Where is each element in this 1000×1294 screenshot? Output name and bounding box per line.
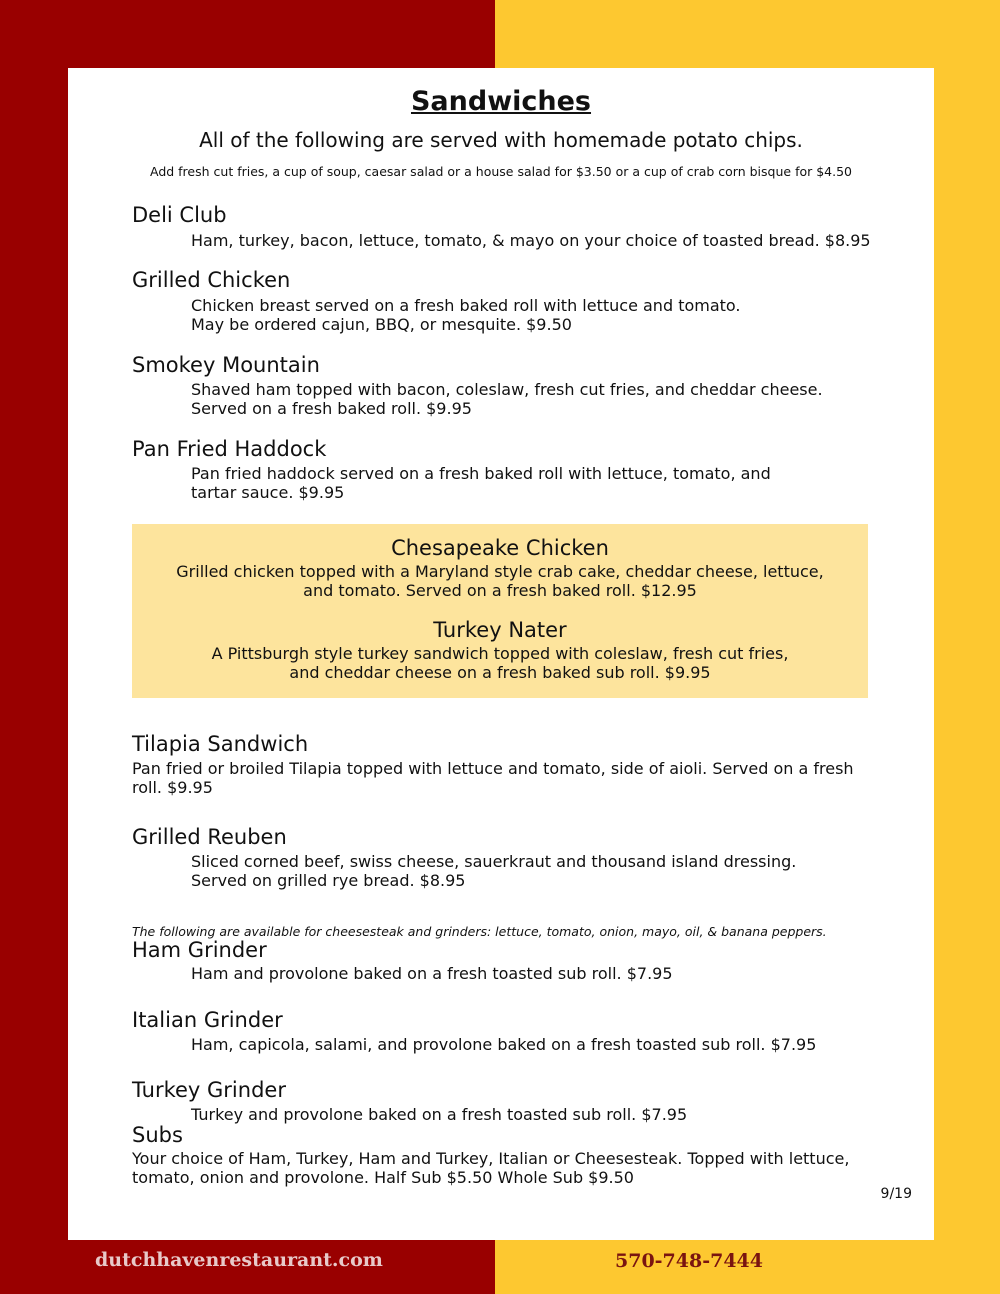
featured-name-chesapeake: Chesapeake Chicken — [391, 536, 609, 560]
item-desc-haddock-1: Pan fried haddock served on a fresh baked roll with lettuce, tomato, and — [191, 464, 771, 483]
item-name-smokey-mountain: Smokey Mountain — [132, 353, 320, 377]
item-desc-tilapia-1: Pan fried or broiled Tilapia topped with lettuce and tomato, side of aioli. Served on a fresh — [132, 759, 854, 778]
item-desc-ham-grinder: Ham and provolone baked on a fresh toasted sub roll. $7.95 — [191, 964, 673, 983]
item-name-italian-grinder: Italian Grinder — [132, 1008, 283, 1032]
item-desc-smokey-mountain-1: Shaved ham topped with bacon, coleslaw, fresh cut fries, and cheddar cheese. — [191, 380, 823, 399]
grinder-toppings-note: The following are available for cheesesteak and grinders: lettuce, tomato, onion, mayo, oil, & banana peppers. — [132, 924, 827, 939]
item-name-subs: Subs — [132, 1123, 183, 1147]
item-desc-grilled-chicken-2: May be ordered cajun, BBQ, or mesquite. $9.50 — [191, 315, 572, 334]
menu-subtitle: All of the following are served with homemade potato chips. — [199, 128, 803, 152]
footer-phone: 570-748-7444 — [615, 1250, 763, 1272]
side-upgrade-note: Add fresh cut fries, a cup of soup, caesar salad or a house salad for $3.50 or a cup of crab corn bisque for $4.50 — [149, 164, 853, 179]
item-desc-reuben-2: Served on grilled rye bread. $8.95 — [191, 871, 466, 890]
menu-page — [68, 68, 934, 1240]
item-desc-subs-1: Your choice of Ham, Turkey, Ham and Turkey, Italian or Cheesesteak. Topped with lettuce, — [132, 1149, 850, 1168]
featured-desc-chesapeake-2: and tomato. Served on a fresh baked roll. $12.95 — [303, 581, 697, 600]
item-name-deli-club: Deli Club — [132, 203, 227, 227]
item-name-grilled-chicken: Grilled Chicken — [132, 268, 291, 292]
item-desc-italian-grinder: Ham, capicola, salami, and provolone baked on a fresh toasted sub roll. $7.95 — [191, 1035, 817, 1054]
featured-box — [132, 524, 868, 698]
item-name-grilled-reuben: Grilled Reuben — [132, 825, 287, 849]
item-name-pan-fried-haddock: Pan Fried Haddock — [132, 437, 327, 461]
menu-version: 9/19 — [880, 1186, 912, 1202]
item-desc-tilapia-2: roll. $9.95 — [132, 778, 213, 797]
item-desc-subs-2: tomato, onion and provolone. Half Sub $5.50 Whole Sub $9.50 — [132, 1168, 634, 1187]
item-name-turkey-grinder: Turkey Grinder — [132, 1078, 286, 1102]
featured-desc-turkey-nater-2: and cheddar cheese on a fresh baked sub roll. $9.95 — [289, 663, 711, 682]
item-desc-reuben-1: Sliced corned beef, swiss cheese, sauerkraut and thousand island dressing. — [191, 852, 797, 871]
featured-desc-chesapeake-1: Grilled chicken topped with a Maryland style crab cake, cheddar cheese, lettuce, — [176, 562, 824, 581]
item-desc-grilled-chicken-1: Chicken breast served on a fresh baked roll with lettuce and tomato. — [191, 296, 741, 315]
menu-title: Sandwiches — [410, 86, 592, 117]
item-desc-deli-club: Ham, turkey, bacon, lettuce, tomato, & mayo on your choice of toasted bread. $8.95 — [191, 231, 871, 250]
featured-name-turkey-nater: Turkey Nater — [433, 618, 567, 642]
footer-website: dutchhavenrestaurant.com — [95, 1249, 383, 1271]
item-desc-turkey-grinder: Turkey and provolone baked on a fresh toasted sub roll. $7.95 — [191, 1105, 688, 1124]
featured-desc-turkey-nater-1: A Pittsburgh style turkey sandwich topped with coleslaw, fresh cut fries, — [211, 644, 789, 663]
item-name-tilapia: Tilapia Sandwich — [132, 732, 309, 756]
item-desc-smokey-mountain-2: Served on a fresh baked roll. $9.95 — [191, 399, 472, 418]
item-desc-haddock-2: tartar sauce. $9.95 — [191, 483, 345, 502]
item-name-ham-grinder: Ham Grinder — [132, 938, 267, 962]
